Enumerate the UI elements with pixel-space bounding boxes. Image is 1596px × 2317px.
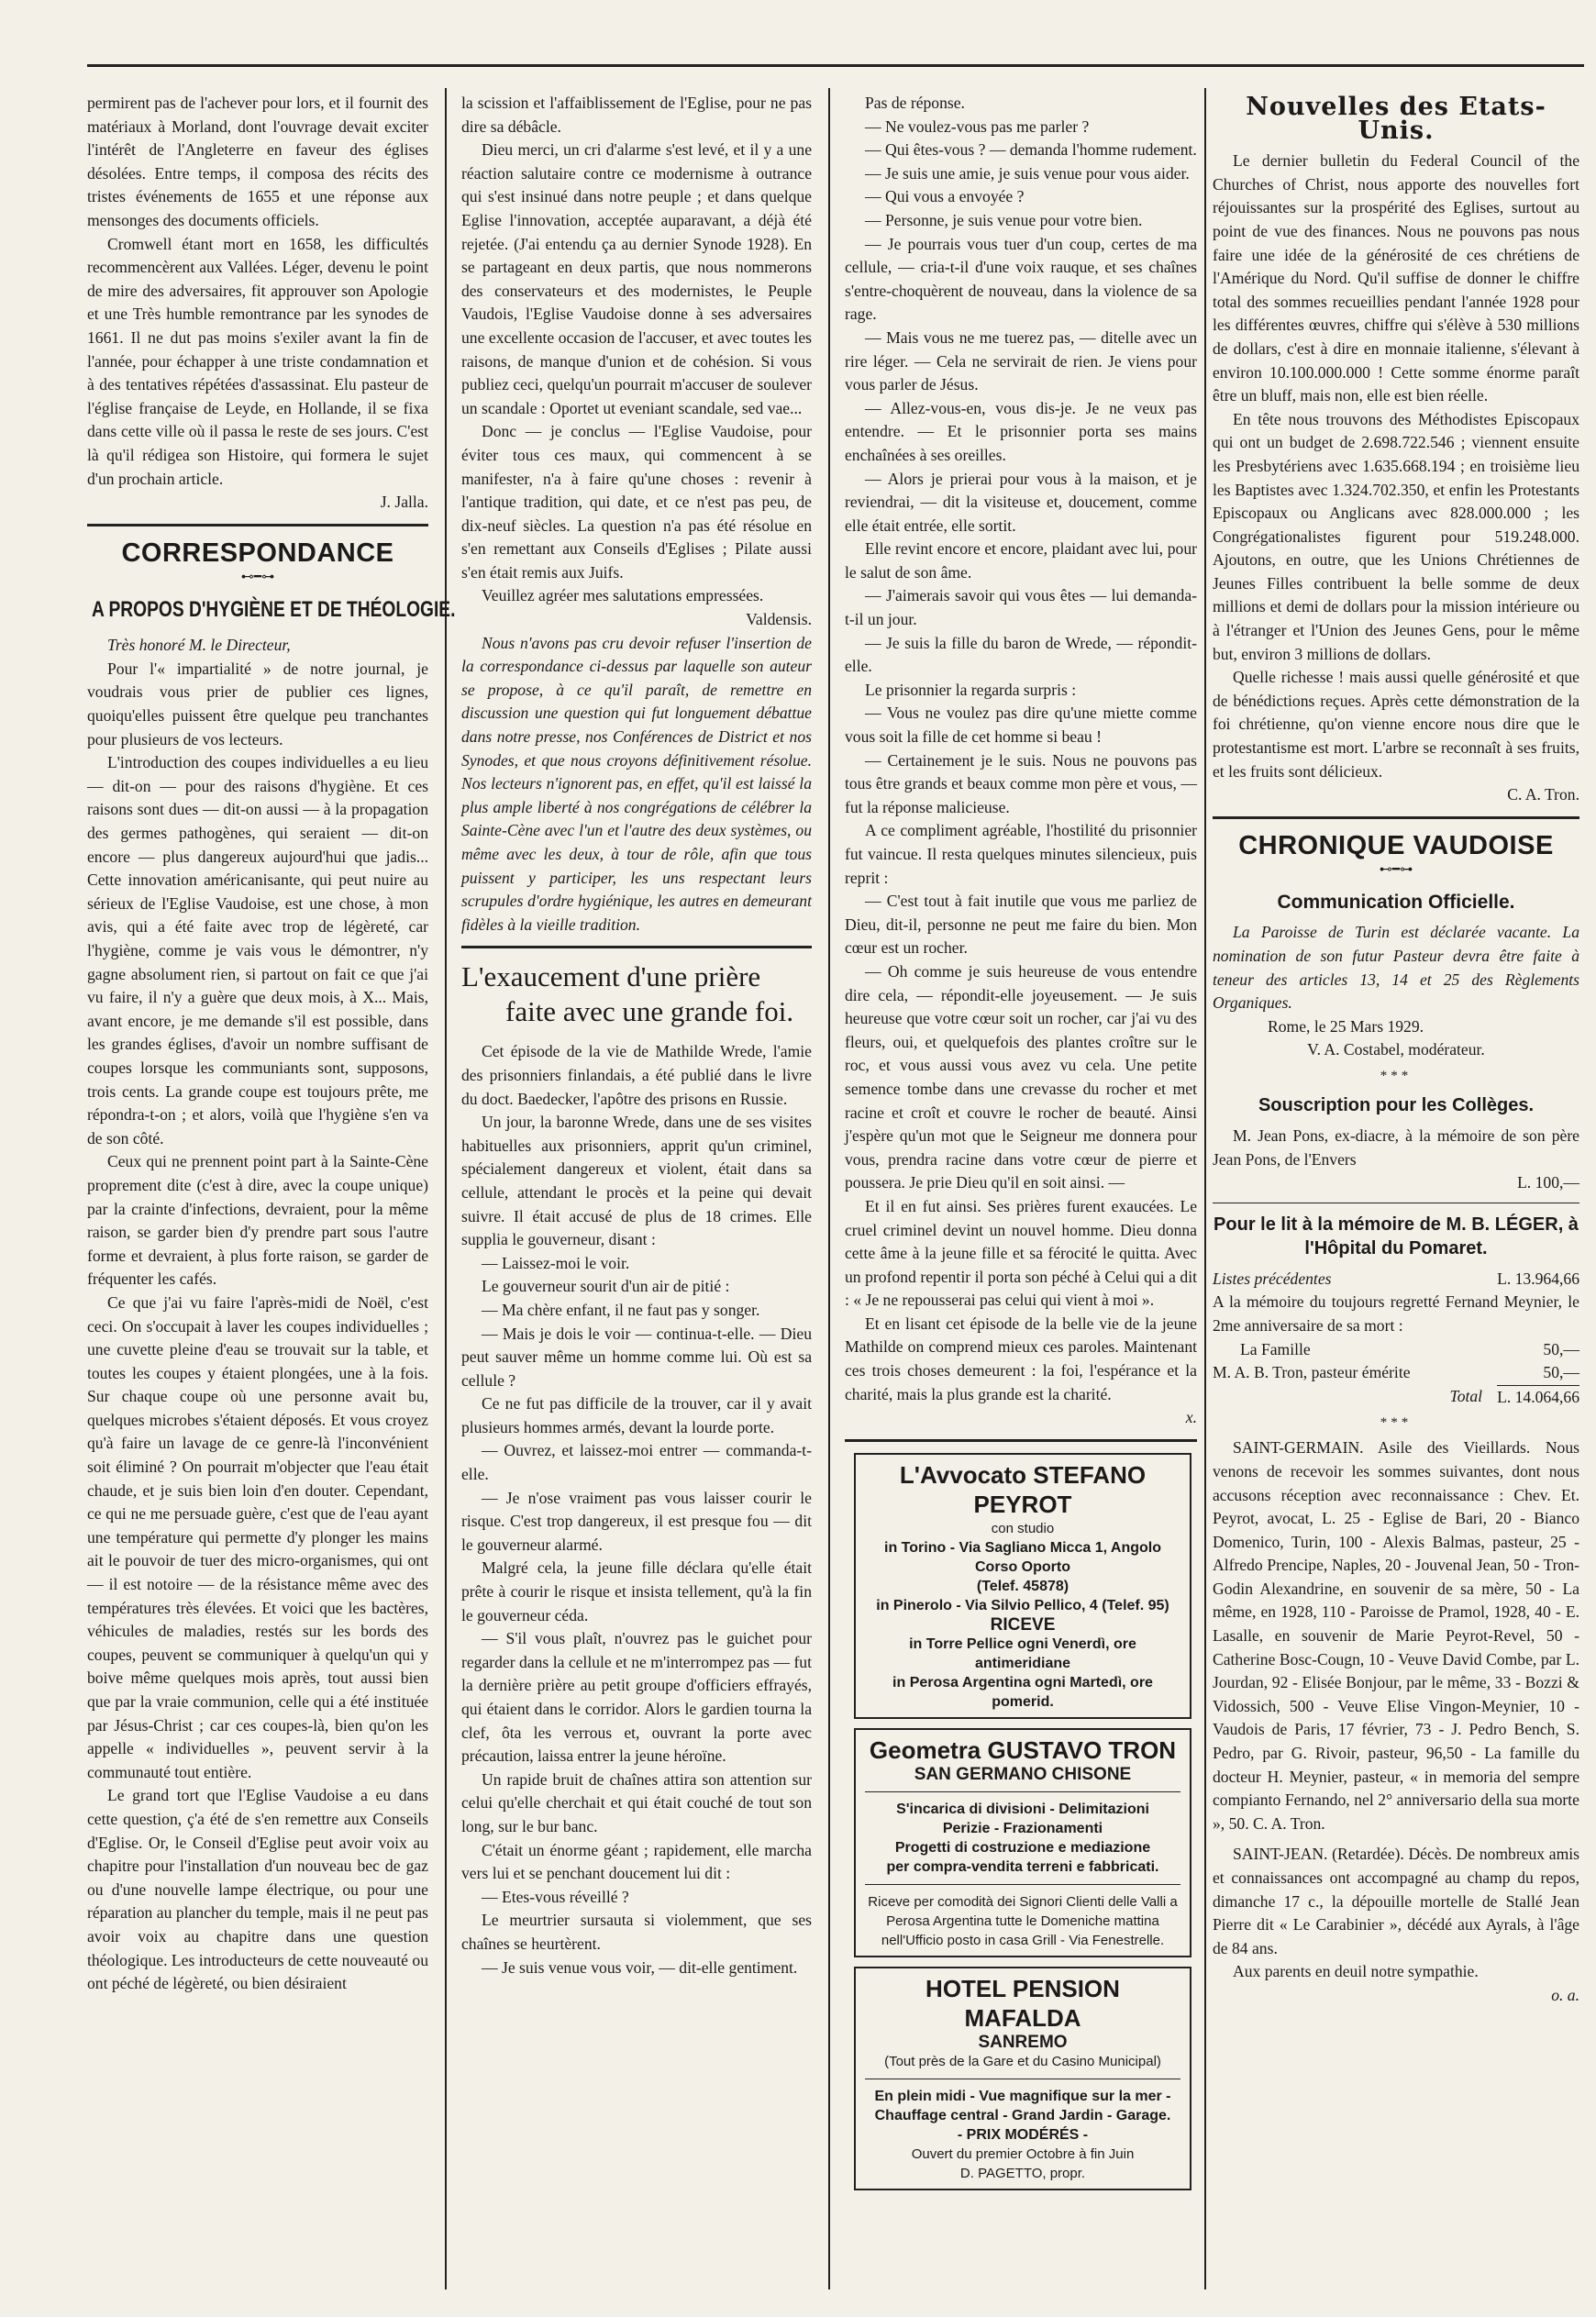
- salutation: Très honoré M. le Directeur,: [107, 636, 291, 655]
- paragraph: permirent pas de l'achever pour lors, et il fournit des matériaux à Morland, dont l'ouvrage devait exciter l'intérêt de l'Angleterre en faveur des églises désolées. Entre temps, il composa des récits des tristes événements de 1655 et une réponse aux mensonges des documents officiels.: [87, 94, 428, 229]
- divider: [1213, 816, 1579, 819]
- ad-line: Perizie - Frazionamenti: [942, 1820, 1103, 1836]
- ad-line: in Pinerolo - Via Silvio Pellico, 4 (Telef. 95): [876, 1597, 1169, 1613]
- row-label: M. A. B. Tron, pasteur émérite: [1213, 1363, 1411, 1382]
- paragraph: — Je suis venue vous voir, — dit-elle gentiment.: [482, 1957, 798, 1977]
- paragraph: Ce ne fut pas difficile de la trouver, car il y avait plusieurs hommes armés, devant la lourde porte.: [461, 1394, 812, 1436]
- communication-title: Communication Officielle.: [1277, 891, 1515, 913]
- separator-stars: ***: [1380, 1415, 1413, 1431]
- paragraph: Le grand tort que l'Eglise Vaudoise a eu dans cette question, ç'a été de s'en remettre aux Conseils d'Eglise. Or, le Conseil d'Eglise peut avoir voix au chapitre pour l'installation d'un nouveau bec de gaz ou d'une nouvelle lampe électrique, ou pour une réparation au plancher du temple, mais il ne peut pas avoir voix au chapitre dans une question théologique. Les introducteurs de cette nouveauté ou ont péché de légèreté, ou bien désiraient: [87, 1786, 428, 1993]
- signature: Valdensis.: [746, 610, 812, 629]
- top-rule: [87, 64, 1584, 67]
- paragraph: Cet épisode de la vie de Mathilde Wrede, l'amie des prisonniers finlandais, a été publié dans le livre du doct. Baedecker, l'apôtre des prisons en Russie.: [461, 1042, 812, 1108]
- paragraph: — C'est tout à fait inutile que vous me parliez de Dieu, dit-il, personne ne peut me faire du bien. Mon cœur est un rocher.: [845, 892, 1197, 958]
- communication-text: La Paroisse de Turin est déclarée vacante. La nomination de son futur Pasteur devra être faite à teneur des articles 13, 14 et 25 des Règlements Organiques.: [1213, 923, 1579, 1013]
- paragraph: — Allez-vous-en, vous dis-je. Je ne veux pas entendre. — Et le prisonnier porta ses mains enchaînées à ses oreilles.: [845, 398, 1197, 464]
- paragraph: Ce que j'ai vu faire l'après-midi de Noël, c'est ceci. On s'occupait à laver les coupes individuelles ; une cuvette pleine d'eau se trouvait sur la table, et toutes les coupes y étaient plongées, une à la fois. Sur chaque coupe où une personne avait bu, quelques microbes s'étaient déposés. Et vous croyez qu'à faire un lavage de ce genre-là l'inconvénient soit éliminé ? On pourrait m'objecter que l'eau était chaude, et je suis bien loin d'en douter. Cependant, ce qui ne me persuade guère, c'est que de l'eau ayant une température qui permette d'y plonger les mains ait le pouvoir de tuer des micro-organismes, qui ont — il est notoire — de la résistance même avec des températures très élevées. Et voici que les bactères, véhicules de maladies, restés sur les bords des coupes, peuvent se communiquer à quelqu'un qui y boive même quelques mois après, tout aussi bien que par la vraie communion, celle qui a été instituée par Jésus-Christ ; car ces coupes-là, bien qu'on les appelle « individuelles », peuvent servir à la communauté tout entière.: [87, 1292, 428, 1781]
- ad-line: in Torino - Via Sagliano Micca 1, Angolo Corso Oporto: [884, 1539, 1161, 1575]
- paragraph: — Vous ne voulez pas dire qu'une miette comme vous soit la fille de cet homme si beau !: [845, 704, 1197, 747]
- row-label: Total: [1449, 1386, 1483, 1405]
- paragraph: — Qui vous a envoyée ?: [865, 187, 1025, 206]
- row-label: Listes précédentes: [1213, 1269, 1332, 1288]
- article-headline: [461, 959, 812, 1029]
- paragraph: Ceux qui ne prennent point part à la Sainte-Cène proprement dite (c'est à dire, avec la coupe unique) par la crainte d'infections, devraient, pour la même raison, se garder bien d'y prendre part sous l'autre forme et devraient, à plus forte raison, se garder de fréquenter les cafés.: [87, 1152, 428, 1289]
- paragraph: — S'il vous plaît, n'ouvrez pas le guichet pour regarder dans la cellule et ne m'interrompez pas — fut la dernière prière au petit groupe d'officiers effrayés, qui étaient dans le corridor. Alors le gardien tourna la clef, ôta les verrous et, ouvrant la porte avec précaution, laissa entrer la jeune héroïne.: [461, 1629, 812, 1766]
- paragraph: L'introduction des coupes individuelles a eu lieu — dit-on — pour des raisons d'hygiène. Et ces raisons sont dues — dit-on aussi — à la propagation des germes pathogènes, qui seraient — dit-on encore — plus dangereux aujourd'hui que jadis... Cette innovation américanisante, qui peut nuire au sérieux de l'Eglise Vaudoise, est une chose, à mon avis, qui a été faite avec trop de légèreté, car l'hygiène, comme je vais vous le démontrer, n'y gagne absolument rien, si partout on fait ce que j'ai vu faire, il n'y a guère que deux mois, à X... Mais, avant encore, je me demande s'il est possible, dans les grandes églises, d'avoir un nombre suffisant de coupes lorsque les communiants sont, supposons, trois cents. La grande coupe est toujours prête, me répondra-t-on ; et alors, voilà que l'hygiène s'en va de son côté.: [87, 753, 428, 1147]
- ornament: ⊷━⊶: [240, 570, 275, 584]
- ad-hotel-mafalda: [854, 1967, 1191, 2190]
- ad-line: SAN GERMANO CHISONE: [914, 1764, 1132, 1784]
- souscription-title: Souscription pour les Collèges.: [1258, 1094, 1535, 1115]
- signature: J. Jalla.: [380, 493, 428, 512]
- headline-line-2: faite avec une grande foi.: [505, 995, 794, 1028]
- ad-avvocato-peyrot: [854, 1453, 1191, 1719]
- column-divider: [828, 88, 830, 2289]
- column-divider: [1204, 88, 1206, 2289]
- ad-line: SANREMO: [978, 2032, 1068, 2052]
- paragraph: Et il en fut ainsi. Ses prières furent exaucées. Le cruel criminel devint un nouvel homme. Dieu donna cette âme à la jeune fille et sa férocité le quitta. Avec un profond repentir il porta son péché à Celui qui a dit : « Je ne repousserai pas celui qui vient à moi ».: [845, 1196, 1197, 1310]
- separator-stars: ***: [1380, 1068, 1413, 1083]
- section-title-etats-unis: Nouvelles des Etats-Unis.: [1246, 93, 1546, 145]
- divider: [865, 1791, 1180, 1792]
- list-item: [1213, 1361, 1579, 1385]
- signature: o. a.: [1551, 1985, 1579, 2004]
- story-body: [461, 1040, 812, 1979]
- ad-line: En plein midi - Vue magnifique sur la mer - Chauffage central - Grand Jardin - Garage.: [874, 2088, 1171, 2123]
- ad-line: - PRIX MODÉRÉS -: [957, 2126, 1089, 2143]
- column-1: [87, 92, 456, 2293]
- ad-line: in Perosa Argentina ogni Martedì, ore pomerid.: [892, 1674, 1153, 1710]
- paragraph: — Je pourrais vous tuer d'un coup, certes de ma cellule, — cria-t-il d'une voix rauque, et ses chaînes s'entre-choquèrent de nouveau, dans la violence de sa rage.: [845, 234, 1197, 324]
- paragraph: — Alors je prierai pour vous à la maison, et je reviendrai, — dit la visiteuse et, doucement, comme elle était entrée, elle sortit.: [845, 469, 1197, 535]
- signature: x.: [1185, 1408, 1197, 1427]
- saint-germain-text: SAINT-GERMAIN. Asile des Vieillards. Nous venons de recevoir les sommes suivantes, dont nous accusons réception avec reconnaissance : Chev. Et. Peyrot, avocat, L. 25 - Eglise de Bari, 20 - Bianco Domenico, Turin, 100 - Alexis Balmas, pasteur, 25 - Alfredo Prencipe, Naples, 20 - Jouvenal Jean, 50 - Tron-Godin Alexandrine, en souvenir de sa mère, 50 - La même, en 1928, 110 - Paroisse de Pramol, 1928, 40 - E. Lasalle, en souvenir de Marie Peyrot-Revel, 50 - Catherine Bosc-Cougn, 10 - Veuve David Combe, par L. Jourdan, 92 - Elisée Bonjour, par le même, 33 - Bozzi & Vidossich, 500 - Veuve Elise Vingon-Meynier, 10 - Vaudois de Paris, 17 février, 73 - J. Pedro Bench, S. Pedro, par G. Rivoir, pasteur, 96,50 - La famille du docteur H. Meynier, pasteur, « in memoria del sempre compianto Fernando, nel 2° anniversario della sua morte », 50. C. A. Tron.: [1213, 1438, 1579, 1833]
- signature: C. A. Tron.: [1507, 785, 1579, 804]
- paragraph: Cromwell étant mort en 1658, les difficultés recommencèrent aux Vallées. Léger, devenu le point de mire des adversaires, fit approuver son Apologie et une Très humble remontrance par les synodes de 1661. Il ne dut pas moins s'exiler avant la fin de l'année, pour échapper à une triste condamnation et à des tentatives répétées d'assassinat. Elu pasteur de l'église française de Leyde, en Hollande, il se fixa dans cette ville où il passa le reste de ses jours. C'est là qu'il rédigea son Histoire, qui formera le sujet d'un prochain article.: [87, 234, 428, 488]
- ad-line: per compra-vendita terreni e fabbricati.: [886, 1858, 1159, 1875]
- paragraph: — Laissez-moi le voir.: [482, 1253, 630, 1272]
- ad-title: Geometra GUSTAVO TRON: [869, 1735, 1177, 1764]
- divider: [865, 1884, 1180, 1885]
- column-2: [461, 92, 812, 2293]
- ad-title: HOTEL PENSION MAFALDA: [925, 1974, 1120, 2032]
- ad-line: RICEVE: [990, 1614, 1056, 1635]
- row-amount: 50,—: [1543, 1339, 1579, 1358]
- paragraph: Elle revint encore et encore, plaidant avec lui, pour le salut de son âme.: [845, 539, 1197, 582]
- paragraph: — J'aimerais savoir qui vous êtes — lui demanda-t-il un jour.: [845, 586, 1197, 629]
- paragraph: Malgré cela, la jeune fille déclara qu'elle était prête à courir le risque et insista tellement, qu'à la fin le gouverneur céda.: [461, 1558, 812, 1624]
- ad-line: Riceve per comodità dei Signori Clienti delle Valli a Perosa Argentina tutte le Domeniche mattina nell'Ufficio posto in casa Grill - Via Fenestrelle.: [868, 1893, 1178, 1948]
- paragraph: — Ma chère enfant, il ne faut pas y songer.: [482, 1300, 760, 1319]
- paragraph: la scission et l'affaiblissement de l'Eglise, pour ne pas dire sa débâcle.: [461, 94, 812, 136]
- ornament: ⊷━⊶: [1379, 862, 1413, 877]
- saint-jean-text: SAINT-JEAN. (Retardée). Décès. De nombreux amis et connaissances ont accompagné au champ du repos, dimanche 17 c., la dépouille mortelle de Stallé Jean Pierre dit « Le Carabinier », décédé aux Ayrals, à l'âge de 84 ans.: [1213, 1845, 1579, 1957]
- paragraph: — Certainement je le suis. Nous ne pouvons pas tous être grands et beaux comme mon père et vous, — fut la réponse malicieuse.: [845, 750, 1197, 816]
- paragraph: — Mais vous ne me tuerez pas, — ditelle avec un rire léger. — Cela ne servirait de rien. Je viens pour vous parler de Jésus.: [845, 327, 1197, 394]
- paragraph: Un jour, la baronne Wrede, dans une de ses visites habituelles aux prisonniers, apprit qu'un criminel, spécialement dangereux et violent, était dans sa cellule, attendant le procès et la peine qui devait suivre. Il était accusé de plus de 18 crimes. Elle supplia le gouverneur, disant :: [461, 1113, 812, 1249]
- paragraph: Quelle richesse ! mais aussi quelle générosité et que de bénédictions reçues. Après cette démonstration de la foi chrétienne, qu'on vienne encore nous dire que le protestantisme est mort. L'arbre se reconnaît à ses fruits, et les fruits sont délicieux.: [1213, 668, 1579, 781]
- saint-jean-text-2: Aux parents en deuil notre sympathie.: [1233, 1962, 1479, 1981]
- divider: [461, 946, 812, 948]
- list-item: [1213, 1268, 1579, 1292]
- row-amount: L. 14.064,66: [1497, 1385, 1579, 1410]
- story-body: [845, 92, 1197, 1406]
- paragraph: — Qui êtes-vous ? — demanda l'homme rudement.: [865, 140, 1197, 160]
- paragraph: Et en lisant cet épisode de la belle vie de la jeune Mathilde on comprend mieux ces paroles. Maintenant ces trois choses demeurent : la foi, l'espérance et la charité, mais la plus grande est la charité.: [845, 1314, 1197, 1403]
- list-item: [1213, 1338, 1579, 1362]
- souscription-amount: L. 100,—: [1517, 1173, 1579, 1192]
- paragraph: — Mais je dois le voir — continua-t-elle. — Dieu peut sauver même un homme comme lui. Où est sa cellule ?: [461, 1324, 812, 1390]
- paragraph: Donc — je conclus — l'Eglise Vaudoise, pour éviter tous ces maux, qui commencent à se manifester, n'a à faire qu'une choses : revenir à l'antique tradition, qui date, et ce n'est pas peu, de dix-neuf siècles. La question n'a pas été résolue en s'en remettant aux Conseils d'Eglises ; Pilate aussi s'en était remis aux Juifs.: [461, 422, 812, 582]
- paragraph: Pour l'« impartialité » de notre journal, je voudrais vous prier de publier ces lignes, quoiqu'elles puissent être quelque peu tranchantes pour plusieurs de vos lecteurs.: [87, 659, 428, 748]
- row-label: La Famille: [1240, 1339, 1311, 1358]
- ad-line: Ouvert du premier Octobre à fin Juin: [911, 2145, 1135, 2162]
- ad-line: in Torre Pellice ogni Venerdì, ore antimeridiane: [909, 1635, 1136, 1671]
- paragraph: — Oh comme je suis heureuse de vous entendre dire cela, — répondit-elle joyeusement. — Je suis heureuse que votre cœur soit un rocher, car j'ai vu des fleurs, oui, et quelquefois des plantes croître sur le roc, et vous aussi vous avez vu cela. Une petite semence tombe dans une crevasse du rocher et met racine et croît et couvre le rocher de beauté. Ainsi j'espère qu'un mot que le Seigneur me donnera pour vous, prendra racine dans votre cœur de pierre et poussera. Je prie Dieu qu'il en soit ainsi. —: [845, 961, 1197, 1192]
- paragraph: Dieu merci, un cri d'alarme s'est levé, et il y a une réaction salutaire contre ce modernisme à outrance qui s'est insinué dans notre peuple ; et dans quelque Eglise l'innovation, acceptée auparavant, a déjà été rejetée. (J'ai entendu ça au dernier Synode 1928). En se partageant en deux partis, que nous nommerons des conservateurs et des modernistes, le Peuple Vaudois, l'Eglise Vaudoise donne à ses adversaires une excellente occasion de l'accuser, et avec toutes les raisons, de manque d'union et de cohésion. Si vous publiez ceci, quelqu'un pourrait m'accuser de soulever un scandale : Oportet ut eveniant scandale, sed vae...: [461, 140, 812, 417]
- divider: [845, 1439, 1197, 1442]
- column-4: [1213, 92, 1579, 2293]
- editor-note: Nous n'avons pas cru devoir refuser l'insertion de la correspondance ci-dessus par laquelle son auteur se propose, à ce qu'il paraît, de remettre en discussion une question qui fut longuement débattue dans notre presse, nos Conférences de District et nos Synodes, et que nous croyons définitivement résolue. Nos lecteurs n'ignorent pas, en effet, qu'il est laissé la plus ample liberté à nos congrégations de célébrer la Sainte-Cène avec l'un et l'autre des deux systèmes, ou même avec les deux, à tour de rôle, afin que tous puissent y participer, les uns respectant leurs scrupules d'ordre hygiénique, les autres en demeurant fidèles à la vieille tradition.: [461, 633, 812, 934]
- ad-title: L'Avvocato STEFANO PEYROT: [899, 1460, 1147, 1518]
- paragraph: — Ouvrez, et laissez-moi entrer — commanda-t-elle.: [461, 1441, 812, 1484]
- column-divider: [445, 88, 447, 2289]
- section-title-correspondance: CORRESPONDANCE: [121, 538, 394, 568]
- headline-line-1: L'exaucement d'une prière: [461, 960, 761, 993]
- ad-line: (Tout près de la Gare et du Casino Municipal): [884, 2053, 1161, 2069]
- souscription-text: M. Jean Pons, ex-diacre, à la mémoire de son père Jean Pons, de l'Envers: [1213, 1125, 1579, 1169]
- section-title-chronique: CHRONIQUE VAUDOISE: [1238, 830, 1554, 860]
- column-3: [845, 92, 1197, 2293]
- row-amount: L. 13.964,66: [1497, 1269, 1579, 1288]
- paragraph: En tête nous trouvons des Méthodistes Episcopaux qui ont un budget de 2.698.722.546 ; viennent ensuite les Presbytériens avec 1.635.668.194 ; en troisième lieu les Baptistes avec 1.324.702.350, et enfin les Protestants Episcopaux ou Anglicans avec 828.000.000 ; les Congrégationalistes figurent pour 519.248.000. Ajoutons, en outre, que les Unions Chrétiennes de Jeunes Filles contribuent la belle somme de deux millions et demi de dollars pour la mission intérieure ou à l'étranger et l'Union des Jeunes Gens, pour le même but, environ 3 millions de dollars.: [1213, 409, 1579, 663]
- communication-date: Rome, le 25 Mars 1929.: [1268, 1016, 1424, 1036]
- paragraph: — Ne voulez-vous pas me parler ?: [865, 116, 1090, 136]
- paragraph: Pas de réponse.: [865, 94, 965, 112]
- row-amount: 50,—: [1543, 1363, 1579, 1382]
- ad-line: (Telef. 45878): [976, 1578, 1070, 1594]
- paragraph: Le dernier bulletin du Federal Council of the Churches of Christ, nous apporte des nouvelles fort réjouissantes sur la prospérité des Eglises, surtout au point de vue des finances. Nous ne pouvons pas nous faire une idée de la générosité de ces chrétiens de l'Amérique du Nord. Qu'il suffise de donner le chiffre total des sommes recueillies pendant l'année 1928 pour les différentes œuvres, chiffre qui s'élève à 530 millions de dollars, c'est à dire en monnaie italienne, s'élevant à environ 10.100.000.000 ! Cette somme énorme paraît être un bluff, mais non, elle est bien réelle.: [1213, 151, 1579, 405]
- ad-line: Progetti di costruzione e mediazione: [894, 1839, 1151, 1856]
- article-headline: A PROPOS D'HYGIÈNE ET DE THÉOLOGIE.: [92, 596, 456, 622]
- paragraph: Le meurtrier sursauta si violemment, que ses chaînes se heurtèrent.: [461, 1911, 812, 1953]
- paragraph: — Personne, je suis venue pour votre bien.: [865, 210, 1143, 229]
- paragraph: Un rapide bruit de chaînes attira son attention sur celui qu'elle cherchait et qui était couché de tout son long, sur le bur banc.: [461, 1769, 812, 1835]
- communication-signature: V. A. Costabel, modérateur.: [1307, 1040, 1485, 1059]
- paragraph: — Je suis la fille du baron de Wrede, — répondit-elle.: [845, 633, 1197, 676]
- paragraph: — Etes-vous réveillé ?: [482, 1887, 629, 1906]
- paragraph: Veuillez agréer mes salutations empressées.: [482, 586, 764, 605]
- lit-text: A la mémoire du toujours regretté Fernand Meynier, le 2me anniversaire de sa mort :: [1213, 1292, 1579, 1335]
- ad-line: S'incarica di divisioni - Delimitazioni: [896, 1801, 1149, 1817]
- ad-line: con studio: [991, 1520, 1055, 1536]
- ad-line: D. PAGETTO, propr.: [959, 2165, 1086, 2181]
- paragraph: — Je n'ose vraiment pas vous laisser courir le risque. C'est trop dangereux, il est presque fou — dit le gouverneur alarmé.: [461, 1488, 812, 1554]
- paragraph: Le gouverneur sourit d'un air de pitié :: [482, 1277, 730, 1296]
- paragraph: Le prisonnier la regarda surpris :: [865, 680, 1077, 699]
- divider: [87, 524, 428, 527]
- paragraph: — Je suis une amie, je suis venue pour vous aider.: [865, 163, 1190, 183]
- lit-title: Pour le lit à la mémoire de M. B. LÉGER, à l'Hôpital du Pomaret.: [1214, 1214, 1579, 1258]
- paragraph: C'était un énorme géant ; rapidement, elle marcha vers lui et se penchant doucement lui dit :: [461, 1840, 812, 1883]
- ad-geometra-tron: [854, 1728, 1191, 1957]
- list-item-total: [1213, 1385, 1579, 1410]
- paragraph: A ce compliment agréable, l'hostilité du prisonnier fut vaincue. Il resta quelques minutes silencieux, puis reprit :: [845, 821, 1197, 887]
